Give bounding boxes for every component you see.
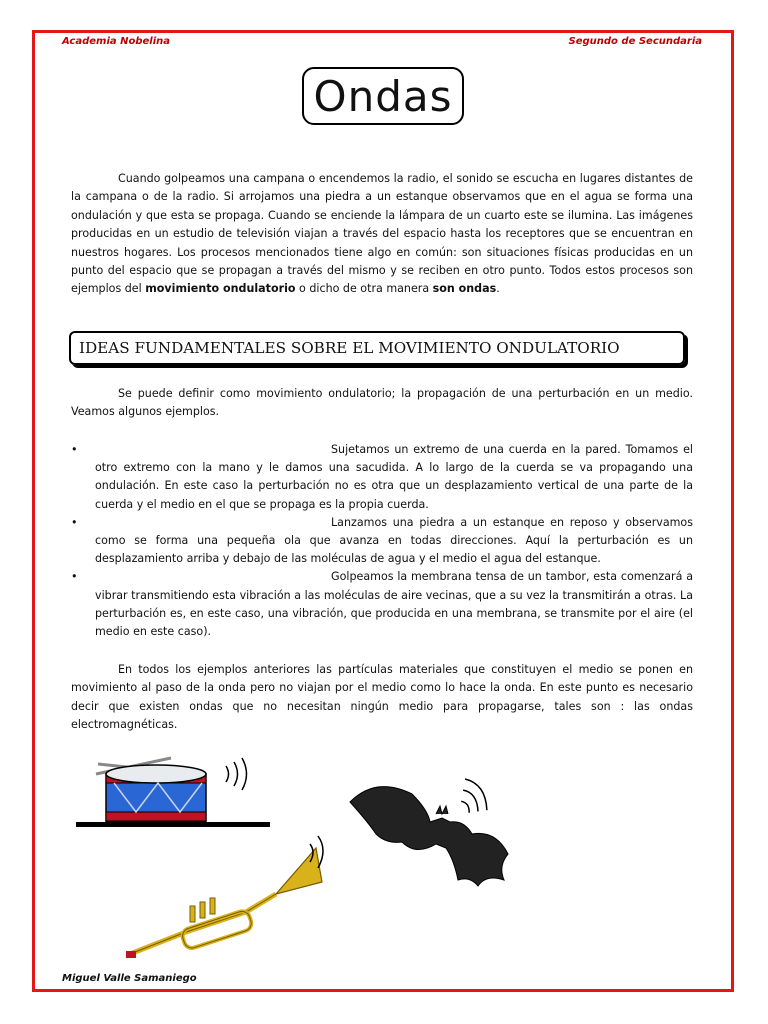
intro-paragraph [71, 170, 693, 299]
bat-icon [346, 770, 546, 900]
list-item [71, 514, 693, 569]
drum-icon [76, 752, 276, 832]
footer-author: Miguel Valle Samaniego [62, 973, 197, 984]
list-item [71, 441, 693, 514]
list-item-text: Sujetamos un extremo de una cuerda en la pared. Tomamos el otro extremo con la mano y le damos una sacudida. A lo largo de la cuerda se va propagando una ondulación. En este caso la perturbación no es otra que un desplazamiento vertical de una parte de la cuerda y el medio en el que se propaga es la propia cuerda. [95, 443, 693, 511]
intro-bold-1: movimiento ondulatorio [145, 282, 296, 296]
conclusion-paragraph [71, 661, 693, 735]
list-item [71, 568, 693, 641]
conclusion-text: En todos los ejemplos anteriores las partículas materiales que constituyen el medio se ponen en movimiento al paso de la onda pero no viajan por el medio como lo hace la onda. En este punto es necesario decir que existen ondas que no necesitan ningún medio para propagarse, tales son : las ondas electromagnéticas. [71, 663, 693, 732]
list-item-text: Lanzamos una piedra a un estanque en reposo y observamos como se forma una pequeña ola que avanza en todas direcciones. Aquí la perturbación es un desplazamiento arriba y debajo de las moléculas de agua y el medio el agua del estanque. [95, 515, 693, 566]
intro-text-middle: o dicho de otra manera [295, 282, 433, 296]
list-item-text: Golpeamos la membrana tensa de un tambor, esta comenzará a vibrar transmitiendo esta vibración a las moléculas de aire vecinas, que a su vez la transmitirán a otras. La perturbación es, en este caso, una vibración, que producida en una membrana, se transmite por el aire (el medio en este caso). [95, 570, 693, 639]
definition-text: Se puede definir como movimiento ondulatorio; la propagación de una perturbación en un medio. Veamos algunos ejemplos. [71, 387, 693, 419]
examples-list [71, 441, 693, 641]
bullet-symbol: • [71, 515, 78, 529]
bullet-symbol: • [71, 443, 78, 456]
header-grade: Segundo de Secundaria [568, 36, 702, 47]
intro-bold-2: son ondas [432, 282, 497, 296]
trumpet-icon [126, 838, 356, 968]
intro-text-end: . [496, 282, 500, 296]
header-school: Academia Nobelina [62, 36, 171, 47]
section-heading: IDEAS FUNDAMENTALES SOBRE EL MOVIMIENTO ONDULATORIO [69, 331, 685, 365]
bullet-symbol: • [71, 570, 78, 584]
definition-paragraph [71, 385, 693, 422]
intro-text: Cuando golpeamos una campana o encendemos la radio, el sonido se escucha en lugares distantes de la campana o de la radio. Si arrojamos una piedra a un estanque observamos que en el agua se forma una ondulación y que esta se propaga. Cuando se enciende la lámpara de un cuarto este se ilumina. Las imágenes producidas en un estudio de televisión viajan a través del espacio hasta los receptores que se encuentran en nuestros hogares. Los procesos mencionados tiene algo en común: son situaciones físicas producidas en un punto del espacio que se propagan a través del mismo y se reciben en otro punto. Todos estos procesos son ejemplos del [71, 172, 693, 296]
page-title: Ondas [302, 67, 464, 125]
